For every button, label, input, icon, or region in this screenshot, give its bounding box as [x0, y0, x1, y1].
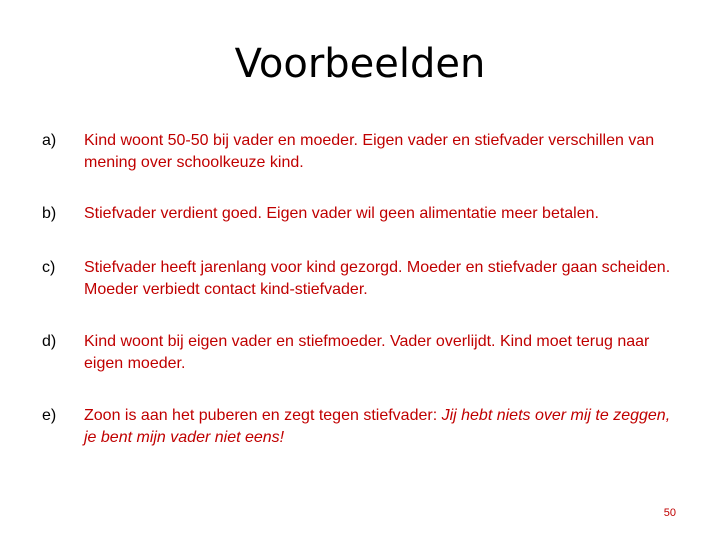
page-number: 50 — [663, 507, 676, 519]
list-item-text-plain: Stiefvader verdient goed. Eigen vader wil geen alimentatie meer betalen. — [84, 205, 599, 222]
list-marker: e) — [42, 407, 57, 424]
list-item-text — [84, 130, 684, 174]
list-marker: d) — [42, 333, 57, 350]
list-item-text — [84, 257, 684, 301]
list-item-text — [84, 203, 684, 225]
list-item-text-plain: Kind woont 50-50 bij vader en moeder. Eigen vader en stiefvader verschillen van mening over schoolkeuze kind. — [84, 132, 655, 171]
list-item-text-plain: Zoon is aan het puberen en zegt tegen stiefvader: — [84, 407, 442, 424]
slide-title: Voorbeelden — [234, 41, 486, 87]
list-item-text-plain: Stiefvader heeft jarenlang voor kind gezorgd. Moeder en stiefvader gaan scheiden. Moeder verbiedt contact kind-stiefvader. — [84, 259, 671, 298]
list-item-text — [84, 331, 684, 375]
list-marker: c) — [42, 259, 56, 276]
list-marker: a) — [42, 132, 57, 149]
list-item-text-plain: Kind woont bij eigen vader en stiefmoeder. Vader overlijdt. Kind moet terug naar eigen moeder. — [84, 333, 650, 372]
list-item-text-italic-quote: Jij hebt niets over mij te zeggen, je bent mijn vader niet eens! — [84, 407, 671, 446]
list-marker: b) — [42, 205, 57, 222]
list-item-text — [84, 405, 684, 449]
